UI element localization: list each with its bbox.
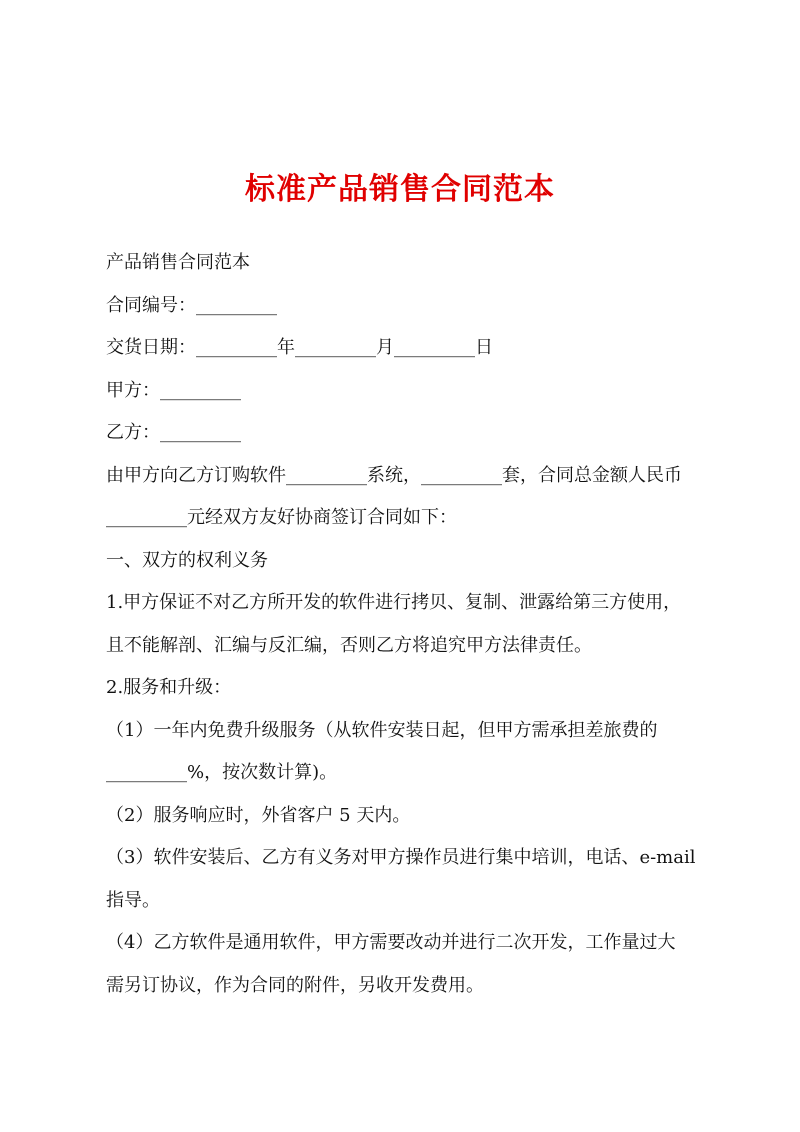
clause-1-line-1: 1.甲方保证不对乙方所开发的软件进行拷贝、复制、泄露给第三方使用， <box>106 592 682 613</box>
document-title: 标准产品销售合同范本 <box>245 172 555 207</box>
subtitle-line: 产品销售合同范本 <box>106 252 250 273</box>
delivery-date-line: 交货日期：_________年_________月_________日 <box>106 337 493 358</box>
order-line-1: 由甲方向乙方订购软件_________系统，_________套，合同总金额人民币 <box>106 464 682 486</box>
clause-2-3-line-2: 指导。 <box>106 889 160 911</box>
document-body <box>106 242 702 1007</box>
clause-2-4-line-1: （4）乙方软件是通用软件，甲方需要改动并进行二次开发，工作量过大 <box>106 932 676 953</box>
clause-2-1-line-2: _________%，按次数计算)。 <box>106 762 338 783</box>
party-b-line: 乙方：_________ <box>106 422 241 443</box>
section-heading-rights: 一、双方的权利义务 <box>106 549 268 571</box>
clause-2-2-line: （2）服务响应时，外省客户 5 天内。 <box>106 804 411 826</box>
order-line-2: _________元经双方友好协商签订合同如下： <box>106 507 457 528</box>
clause-2-heading: 2.服务和升级： <box>106 677 232 698</box>
party-a-line: 甲方：_________ <box>106 379 241 401</box>
contract-number-line: 合同编号：_________ <box>106 294 277 316</box>
clause-1-line-2: 且不能解剖、汇编与反汇编，否则乙方将追究甲方法律责任。 <box>106 634 592 656</box>
clause-2-4-line-2: 需另订协议，作为合同的附件，另收开发费用。 <box>106 974 484 996</box>
clause-2-1-line-1: （1）一年内免费升级服务（从软件安装日起，但甲方需承担差旅费的 <box>106 719 658 741</box>
clause-2-3-line-1: （3）软件安装后、乙方有义务对甲方操作员进行集中培训，电话、e-mail <box>106 847 696 868</box>
